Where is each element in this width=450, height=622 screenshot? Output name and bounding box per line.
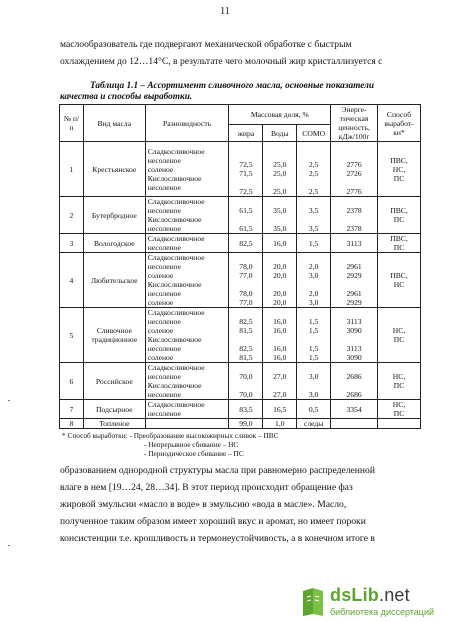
- header-somo: СОМО: [297, 125, 331, 142]
- table-footnote: [62, 431, 279, 458]
- cell-line: несоленое: [147, 206, 181, 215]
- cell-line: Сладкосливочное: [147, 146, 205, 156]
- cell-somo: [297, 363, 331, 400]
- cell-line: [299, 280, 328, 289]
- cell-line: 20,0: [273, 298, 287, 307]
- text-line: образованием однородной структуры масла при равномерно распределенной: [60, 465, 375, 476]
- caption-line: качества и способы выработки.: [60, 92, 193, 102]
- cell-line: 2,5: [308, 169, 319, 178]
- cell-line: [265, 151, 294, 160]
- header-variety: Разновидность: [145, 105, 229, 142]
- cell-line: [265, 142, 294, 151]
- cell-line: 61,5: [239, 206, 253, 215]
- cell-line: 20,0: [273, 262, 287, 271]
- cell-method: [378, 308, 421, 363]
- cell-line: 1,5: [308, 317, 319, 326]
- cell-line: [333, 142, 375, 151]
- cell-line: [299, 151, 328, 160]
- table-row: [60, 419, 421, 429]
- cell-fat: [229, 419, 263, 429]
- cell-line: несоленое: [147, 317, 181, 326]
- cell-line: [333, 363, 375, 372]
- cell-line: несоленое: [147, 155, 181, 165]
- cell-line: 1,5: [308, 326, 319, 335]
- table-row: [60, 400, 421, 419]
- cell-line: 72,5: [239, 160, 253, 169]
- cell-line: [333, 381, 375, 390]
- cell-variety: [145, 142, 229, 197]
- cell-variety: [145, 419, 229, 429]
- header-energy: Энерге- тическая ценность, кДж/100г: [331, 105, 378, 142]
- cell-line: 3090: [346, 326, 362, 335]
- cell-num: 4: [60, 253, 84, 308]
- cell-line: 2378: [346, 206, 362, 215]
- cell-line: несоленое: [147, 372, 181, 381]
- cell-line: несоленое: [147, 409, 181, 418]
- cell-water: [263, 253, 297, 308]
- cell-line: 81,5: [239, 326, 253, 335]
- cell-line: Кислосливочное: [147, 280, 202, 289]
- cell-variety: [145, 253, 229, 308]
- cell-line: 1,5: [308, 344, 319, 353]
- cell-line: 2776: [346, 160, 362, 169]
- cell-line: 2,0: [308, 289, 319, 298]
- cell-energy: [331, 363, 378, 400]
- cell-line: 82,5: [239, 344, 253, 353]
- brand-tld: .net: [379, 585, 410, 605]
- cell-variety: [145, 363, 229, 400]
- brand-main: dsLib: [330, 585, 379, 605]
- cell-line: 78,0: [239, 289, 253, 298]
- cell-energy: [331, 234, 378, 253]
- text-line: охлаждением до 12…14°С, в результате чего молочный жир кристаллизуется с: [60, 56, 383, 67]
- cell-water: [263, 308, 297, 363]
- cell-line: 3354: [346, 404, 362, 414]
- cell-name: Крестьянское: [83, 142, 145, 197]
- cell-line: [265, 280, 294, 289]
- cell-energy: [331, 308, 378, 363]
- cell-line: [333, 178, 375, 187]
- cell-line: НС,: [392, 400, 406, 409]
- cell-method: [378, 363, 421, 400]
- cell-line: несоленое: [147, 182, 181, 192]
- cell-variety: [145, 234, 229, 253]
- cell-variety: [145, 400, 229, 419]
- cell-line: 3113: [346, 238, 362, 248]
- cell-line: 2378: [346, 224, 362, 233]
- cell-line: [299, 381, 328, 390]
- table-body: [60, 142, 421, 429]
- cell-line: [333, 308, 375, 317]
- cell-method: [378, 419, 421, 429]
- cell-line: 16,0: [273, 344, 287, 353]
- watermark-subtitle: библиотека диссертаций: [330, 607, 435, 617]
- cell-line: ПС: [393, 215, 405, 224]
- cell-num: 6: [60, 363, 84, 400]
- cell-line: несоленое: [147, 390, 181, 399]
- cell-line: [231, 197, 260, 206]
- cell-line: 27,0: [273, 372, 287, 381]
- cell-line: 99,0: [239, 419, 253, 428]
- margin-mark: [8, 545, 10, 546]
- cell-line: [265, 308, 294, 317]
- cell-line: несоленое: [147, 224, 181, 233]
- table-row: [60, 234, 421, 253]
- cell-line: [231, 335, 260, 344]
- cell-line: [265, 215, 294, 224]
- cell-line: ПС: [393, 173, 405, 183]
- cell-line: 16,5: [273, 404, 287, 414]
- footnote-line: - Периодическое сбивание – ПС: [144, 449, 244, 458]
- cell-line: [231, 151, 260, 160]
- text-line: жировой эмульсии «масло в воде» в эмульсию «вода в масле». Масло,: [60, 499, 347, 510]
- cell-line: 2776: [346, 187, 362, 196]
- cell-method: [378, 142, 421, 197]
- cell-line: 2961: [346, 289, 362, 298]
- cell-line: ПС: [393, 409, 405, 418]
- header-num: № п/п: [60, 105, 84, 142]
- cell-line: НС,: [392, 372, 406, 381]
- cell-line: 3,5: [308, 206, 319, 215]
- watermark[interactable]: [300, 585, 450, 622]
- cell-line: [380, 419, 418, 428]
- cell-line: 3,0: [308, 271, 319, 280]
- body-paragraph: [60, 462, 420, 547]
- cell-line: 77,0: [239, 271, 253, 280]
- cell-fat: [229, 400, 263, 419]
- footnote-line: - Непрерывное сбивание – НС: [144, 440, 239, 449]
- text-line: маслообразователь где подвергают механической обработке с быстрым: [60, 39, 352, 50]
- cell-line: 2,5: [308, 187, 319, 196]
- cell-somo: [297, 234, 331, 253]
- cell-line: 2726: [346, 169, 362, 178]
- cell-method: [378, 400, 421, 419]
- cell-num: 3: [60, 234, 84, 253]
- cell-line: 82,5: [239, 317, 253, 326]
- cell-line: [299, 363, 328, 372]
- cell-num: 5: [60, 308, 84, 363]
- cell-line: [231, 363, 260, 372]
- cell-line: Сладкосливочное: [147, 234, 205, 243]
- cell-line: [299, 253, 328, 262]
- cell-line: 25,0: [273, 187, 287, 196]
- cell-energy: [331, 197, 378, 234]
- cell-line: несоленое: [147, 243, 181, 252]
- cell-name: Вологодское: [83, 234, 145, 253]
- intro-paragraph: [60, 36, 420, 70]
- margin-mark: [8, 400, 10, 401]
- cell-line: 2,5: [308, 160, 319, 169]
- header-mass: Массовая доля, %: [229, 105, 331, 125]
- cell-line: 82,5: [239, 238, 253, 248]
- cell-line: [299, 178, 328, 187]
- cell-num: 7: [60, 400, 84, 419]
- cell-line: [231, 215, 260, 224]
- cell-energy: [331, 400, 378, 419]
- cell-name: Сливочное традиционное: [83, 308, 145, 363]
- cell-line: 3,0: [308, 298, 319, 307]
- cell-line: 3,0: [308, 372, 319, 381]
- cell-line: 35,0: [273, 206, 287, 215]
- cell-variety: [145, 197, 229, 234]
- cell-line: [333, 197, 375, 206]
- footnote-line: * Способ выработки: - Преобразование высокожирных сливок – ПВС: [62, 431, 279, 440]
- cell-line: 3090: [346, 353, 362, 362]
- cell-somo: [297, 253, 331, 308]
- header-type: Вид масла: [83, 105, 145, 142]
- cell-line: 2686: [346, 372, 362, 381]
- cell-line: 16,0: [273, 326, 287, 335]
- cell-method: [378, 197, 421, 234]
- cell-line: [231, 381, 260, 390]
- cell-line: 78,0: [239, 262, 253, 271]
- cell-line: [333, 419, 375, 428]
- cell-line: 83,5: [239, 404, 253, 414]
- butter-assortment-table: [59, 104, 421, 429]
- cell-line: 16,0: [273, 238, 287, 248]
- cell-line: 77,0: [239, 298, 253, 307]
- cell-somo: [297, 142, 331, 197]
- cell-line: 16,0: [273, 353, 287, 362]
- cell-somo: [297, 400, 331, 419]
- cell-name: Российское: [83, 363, 145, 400]
- cell-line: 70,0: [239, 372, 253, 381]
- cell-line: [231, 178, 260, 187]
- cell-line: ПС: [393, 335, 405, 344]
- cell-line: Кислосливочное: [147, 335, 202, 344]
- cell-line: 3,5: [308, 224, 319, 233]
- cell-line: [265, 335, 294, 344]
- cell-name: Любительское: [83, 253, 145, 308]
- cell-line: 20,0: [273, 271, 287, 280]
- table-row: [60, 363, 421, 400]
- cell-name: Топленое: [83, 419, 145, 429]
- cell-line: Сладкосливочное: [147, 363, 205, 372]
- cell-line: несоленое: [147, 289, 181, 298]
- cell-line: 72,5: [239, 187, 253, 196]
- cell-num: 8: [60, 419, 84, 429]
- cell-line: [231, 280, 260, 289]
- cell-somo: [297, 197, 331, 234]
- cell-line: [299, 197, 328, 206]
- cell-line: 2961: [346, 262, 362, 271]
- cell-line: [265, 197, 294, 206]
- cell-energy: [331, 419, 378, 429]
- cell-line: НС: [393, 280, 405, 289]
- cell-line: [265, 381, 294, 390]
- cell-line: [333, 335, 375, 344]
- cell-line: 1,5: [308, 238, 319, 248]
- cell-name: Подсырное: [83, 400, 145, 419]
- cell-line: соленое: [147, 353, 174, 362]
- cell-somo: [297, 419, 331, 429]
- cell-method: [378, 253, 421, 308]
- cell-fat: [229, 142, 263, 197]
- cell-line: несоленое: [147, 262, 181, 271]
- cell-line: 25,0: [273, 169, 287, 178]
- cell-line: несоленое: [147, 344, 181, 353]
- cell-line: 3113: [346, 317, 362, 326]
- cell-line: 2929: [346, 271, 362, 280]
- table-row: [60, 142, 421, 197]
- cell-line: [333, 215, 375, 224]
- table-row: [60, 197, 421, 234]
- text-line: полученное таким образом имеет хороший вкус и аромат, но имеет пороки: [60, 516, 366, 527]
- cell-line: [231, 308, 260, 317]
- cell-line: 25,0: [273, 160, 287, 169]
- cell-line: НС,: [392, 164, 406, 174]
- dslib-logo-icon: [300, 587, 326, 617]
- cell-line: ПС: [393, 243, 405, 252]
- cell-line: НС,: [392, 326, 406, 335]
- cell-energy: [331, 253, 378, 308]
- cell-line: Сладкосливочное: [147, 400, 205, 409]
- table-row: [60, 253, 421, 308]
- cell-line: 61,5: [239, 224, 253, 233]
- cell-line: [299, 215, 328, 224]
- cell-line: [333, 253, 375, 262]
- header-fat: жира: [229, 125, 263, 142]
- cell-line: ПВС,: [390, 234, 408, 243]
- caption-line: Таблица 1.1 – Ассортимент сливочного масла, основные показатели: [90, 81, 375, 91]
- cell-line: [231, 142, 260, 151]
- cell-line: ПВС,: [390, 206, 408, 215]
- cell-line: Кислосливочное: [147, 173, 202, 183]
- cell-fat: [229, 253, 263, 308]
- cell-fat: [229, 308, 263, 363]
- cell-line: ПС: [393, 381, 405, 390]
- cell-line: соленое: [147, 164, 174, 174]
- cell-line: 3113: [346, 344, 362, 353]
- cell-line: [148, 419, 227, 428]
- cell-line: [333, 280, 375, 289]
- cell-water: [263, 419, 297, 429]
- cell-line: 35,0: [273, 224, 287, 233]
- cell-line: 0,5: [308, 404, 319, 414]
- text-line: консистенции т.е. крошливость и термонеустойчивость, а в конечном итоге в: [60, 533, 375, 544]
- header-water: Воды: [263, 125, 297, 142]
- cell-line: следы: [303, 419, 324, 428]
- cell-water: [263, 363, 297, 400]
- cell-line: соленое: [147, 271, 174, 280]
- cell-line: Сладкосливочное: [147, 308, 205, 317]
- cell-line: 1,0: [275, 419, 285, 428]
- cell-line: Сладкосливочное: [147, 197, 205, 206]
- cell-name: Бутербродное: [83, 197, 145, 234]
- cell-line: 2686: [346, 390, 362, 399]
- cell-line: [299, 335, 328, 344]
- header-method: Способ выработ- ки*: [378, 105, 421, 142]
- cell-fat: [229, 197, 263, 234]
- cell-line: соленое: [147, 326, 174, 335]
- cell-line: соленое: [147, 298, 174, 307]
- cell-line: 2929: [346, 298, 362, 307]
- cell-method: [378, 234, 421, 253]
- cell-line: [333, 151, 375, 160]
- cell-line: ПВС,: [390, 155, 408, 165]
- cell-line: [265, 363, 294, 372]
- cell-line: [265, 253, 294, 262]
- cell-line: 2,0: [308, 262, 319, 271]
- text-line: влаге в нем [19…24, 28…34]. В этот период происходит обращение фаз: [60, 482, 353, 493]
- table-caption: [60, 81, 410, 103]
- cell-num: 1: [60, 142, 84, 197]
- cell-variety: [145, 308, 229, 363]
- cell-line: 3,0: [308, 390, 319, 399]
- cell-line: Сладкосливочное: [147, 253, 205, 262]
- cell-fat: [229, 234, 263, 253]
- cell-line: 27,0: [273, 390, 287, 399]
- cell-line: 81,5: [239, 353, 253, 362]
- cell-energy: [331, 142, 378, 197]
- cell-line: [265, 178, 294, 187]
- cell-water: [263, 234, 297, 253]
- cell-line: 1,5: [308, 353, 319, 362]
- cell-line: [231, 253, 260, 262]
- table-row: [60, 308, 421, 363]
- cell-line: Кислосливочное: [147, 381, 202, 390]
- cell-line: 70,0: [239, 390, 253, 399]
- cell-line: 71,5: [239, 169, 253, 178]
- cell-line: 20,0: [273, 289, 287, 298]
- cell-water: [263, 142, 297, 197]
- page-number: 11: [220, 6, 230, 17]
- cell-water: [263, 400, 297, 419]
- watermark-brand: [330, 585, 410, 606]
- cell-line: ПВС,: [390, 271, 408, 280]
- cell-line: Кислосливочное: [147, 215, 202, 224]
- cell-somo: [297, 308, 331, 363]
- cell-water: [263, 197, 297, 234]
- cell-fat: [229, 363, 263, 400]
- cell-num: 2: [60, 197, 84, 234]
- cell-line: 16,0: [273, 317, 287, 326]
- cell-line: [299, 308, 328, 317]
- cell-line: [299, 142, 328, 151]
